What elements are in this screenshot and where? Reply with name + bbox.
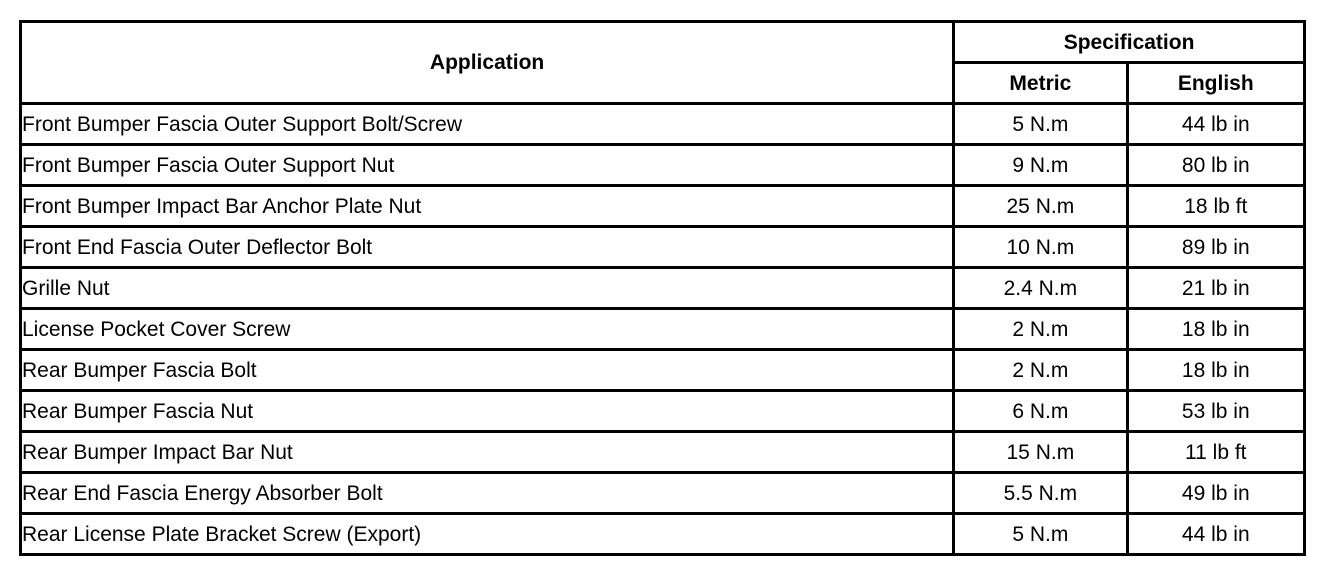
application-cell: License Pocket Cover Screw: [21, 309, 954, 350]
application-cell: Front Bumper Fascia Outer Support Bolt/Screw: [21, 104, 954, 145]
table-row: [21, 514, 1305, 555]
english-cell: 44 lb in: [1127, 514, 1304, 555]
specification-header: Specification: [954, 22, 1305, 63]
english-cell: 80 lb in: [1127, 145, 1304, 186]
application-cell: Front Bumper Fascia Outer Support Nut: [21, 145, 954, 186]
english-cell: 21 lb in: [1127, 268, 1304, 309]
application-cell: Rear Bumper Fascia Bolt: [21, 350, 954, 391]
application-cell: Rear Bumper Impact Bar Nut: [21, 432, 954, 473]
application-cell: Grille Nut: [21, 268, 954, 309]
application-cell: Rear End Fascia Energy Absorber Bolt: [21, 473, 954, 514]
metric-header: Metric: [954, 63, 1127, 104]
metric-cell: 2 N.m: [954, 350, 1127, 391]
table-body: [21, 104, 1305, 555]
table-header: [21, 22, 1305, 104]
english-cell: 18 lb in: [1127, 350, 1304, 391]
table-row: [21, 268, 1305, 309]
english-header: English: [1127, 63, 1304, 104]
application-cell: Front Bumper Impact Bar Anchor Plate Nut: [21, 186, 954, 227]
metric-cell: 9 N.m: [954, 145, 1127, 186]
english-cell: 11 lb ft: [1127, 432, 1304, 473]
table-row: [21, 227, 1305, 268]
table-row: [21, 391, 1305, 432]
torque-spec-table: [19, 20, 1306, 556]
application-cell: Rear Bumper Fascia Nut: [21, 391, 954, 432]
metric-cell: 25 N.m: [954, 186, 1127, 227]
table-row: [21, 473, 1305, 514]
table-row: [21, 309, 1305, 350]
english-cell: 18 lb ft: [1127, 186, 1304, 227]
metric-cell: 6 N.m: [954, 391, 1127, 432]
metric-cell: 5.5 N.m: [954, 473, 1127, 514]
english-cell: 89 lb in: [1127, 227, 1304, 268]
english-cell: 18 lb in: [1127, 309, 1304, 350]
english-cell: 44 lb in: [1127, 104, 1304, 145]
metric-cell: 2.4 N.m: [954, 268, 1127, 309]
english-cell: 49 lb in: [1127, 473, 1304, 514]
english-cell: 53 lb in: [1127, 391, 1304, 432]
metric-cell: 10 N.m: [954, 227, 1127, 268]
metric-cell: 5 N.m: [954, 104, 1127, 145]
table-row: [21, 186, 1305, 227]
table-row: [21, 432, 1305, 473]
metric-cell: 2 N.m: [954, 309, 1127, 350]
metric-cell: 5 N.m: [954, 514, 1127, 555]
table-row: [21, 104, 1305, 145]
table-row: [21, 350, 1305, 391]
application-cell: Front End Fascia Outer Deflector Bolt: [21, 227, 954, 268]
metric-cell: 15 N.m: [954, 432, 1127, 473]
table-row: [21, 145, 1305, 186]
application-cell: Rear License Plate Bracket Screw (Export): [21, 514, 954, 555]
header-row: [21, 22, 1305, 63]
application-header: Application: [21, 22, 954, 104]
